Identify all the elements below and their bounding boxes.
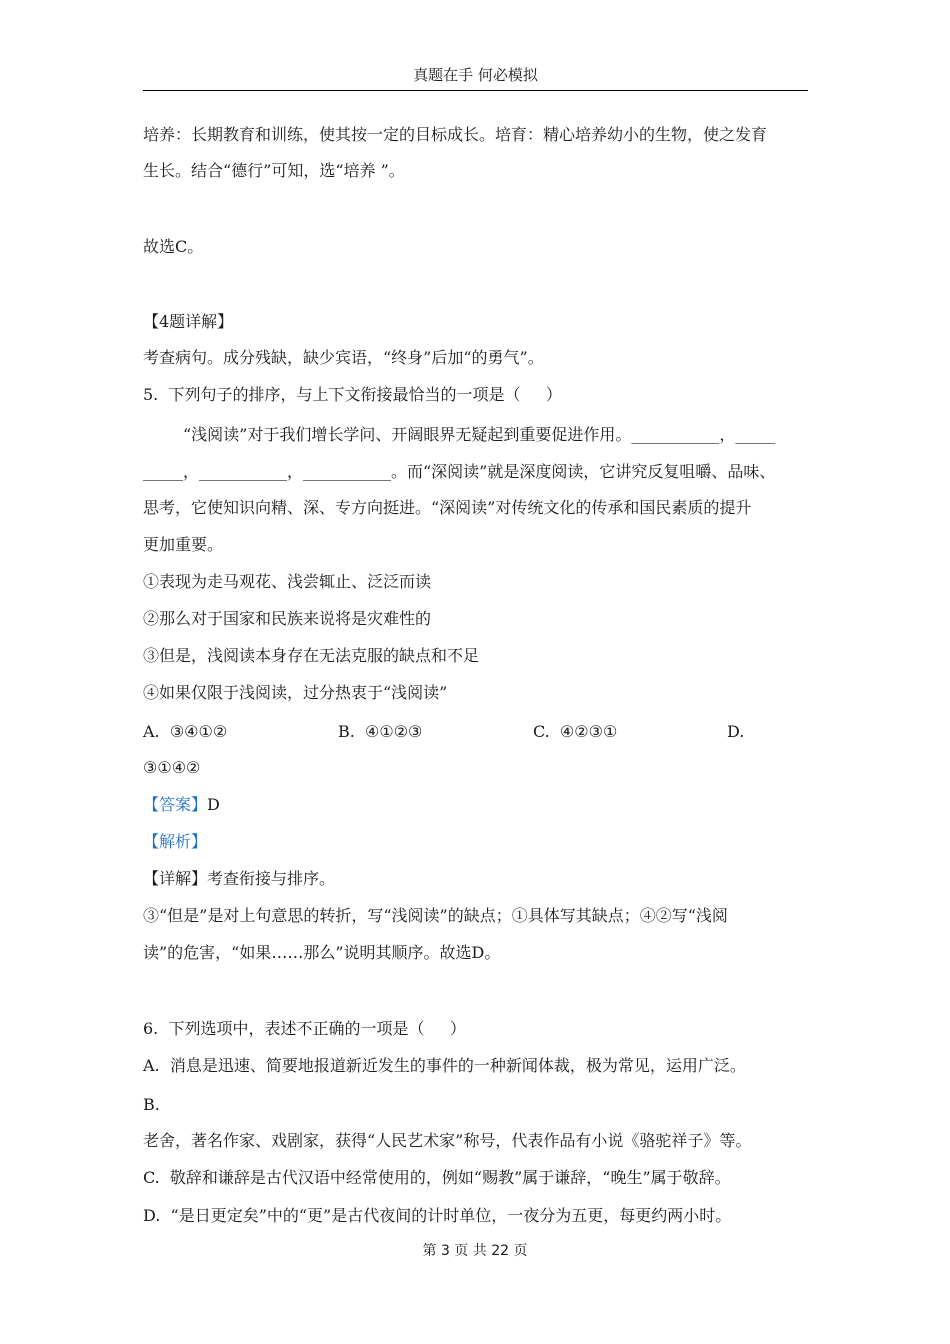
- passage-line: 更加重要。: [143, 535, 224, 554]
- sentence-option: ③但是，浅阅读本身存在无法克服的缺点和不足: [143, 646, 480, 665]
- q6-option-d: D. “是日更定矣”中的“更”是古代夜间的计时单位，一夜分为五更，每更约两小时。: [143, 1206, 732, 1225]
- q6-option-c: C. 敬辞和谦辞是古代汉语中经常使用的，例如“赐教”属于谦辞，“晚生”属于敬辞。: [143, 1168, 731, 1187]
- text-line: 生长。结合“德行”可知，选“培养 ”。: [143, 161, 405, 180]
- sentence-option: ④如果仅限于浅阅读，过分热衷于“浅阅读”: [143, 683, 448, 702]
- question-6: 6. 下列选项中，表述不正确的一项是（ ）: [143, 1019, 466, 1038]
- answer-value: D: [207, 795, 220, 814]
- q6-option-b: 老舍，著名作家、戏剧家，获得“人民艺术家”称号，代表作品有小说《骆驼祥子》等。: [143, 1131, 752, 1150]
- sentence-option: ②那么对于国家和民族来说将是灾难性的: [143, 609, 432, 628]
- answer-label: 【答案】: [143, 795, 208, 814]
- q6-option-b-label: B.: [143, 1095, 160, 1114]
- page-header: 真题在手 何必模拟: [143, 60, 808, 91]
- answer: [143, 794, 220, 816]
- analysis-label: 【解析】: [143, 832, 208, 851]
- text-line: 故选C。: [143, 237, 204, 256]
- text-line: 【详解】考查衔接与排序。: [143, 869, 336, 888]
- choice-d: D.: [727, 722, 745, 741]
- passage-line: “浅阅读”对于我们增长学问、开阔眼界无疑起到重要促进作用。___________，_____: [183, 425, 776, 444]
- choice-a: A. ③④①②: [143, 722, 228, 741]
- choice-d-text: ③①④②: [143, 758, 201, 777]
- text-line: 培养：长期教育和训练，使其按一定的目标成长。培育：精心培养幼小的生物，使之发育: [143, 125, 768, 144]
- text-line: ③“但是”是对上句意思的转折，写“浅阅读”的缺点；①具体写其缺点；④②写“浅阅: [143, 906, 728, 925]
- q6-option-a: A. 消息是迅速、简要地报道新近发生的事件的一种新闻体裁，极为常见，运用广泛。: [143, 1056, 746, 1075]
- choice-b: B. ④①②③: [338, 722, 423, 741]
- page-footer: 第 3 页 共 22 页: [422, 1243, 528, 1259]
- text-line: 读”的危害，“如果……那么”说明其顺序。故选D。: [143, 943, 501, 962]
- section-heading: 【4题详解】: [143, 312, 234, 331]
- question-5: 5. 下列句子的排序，与上下文衔接最恰当的一项是（ ）: [143, 385, 562, 404]
- choice-c: C. ④②③①: [533, 722, 618, 741]
- passage-line: 思考，它使知识向精、深、专方向挺进。“深阅读”对传统文化的传承和国民素质的提升: [143, 498, 752, 517]
- text-line: 考查病句。成分残缺，缺少宾语，“终身”后加“的勇气”。: [143, 348, 544, 367]
- sentence-option: ①表现为走马观花、浅尝辄止、泛泛而读: [143, 572, 432, 591]
- passage-line: _____，___________，___________。而“深阅读”就是深度阅读，它讲究反复咀嚼、品味、: [143, 462, 776, 481]
